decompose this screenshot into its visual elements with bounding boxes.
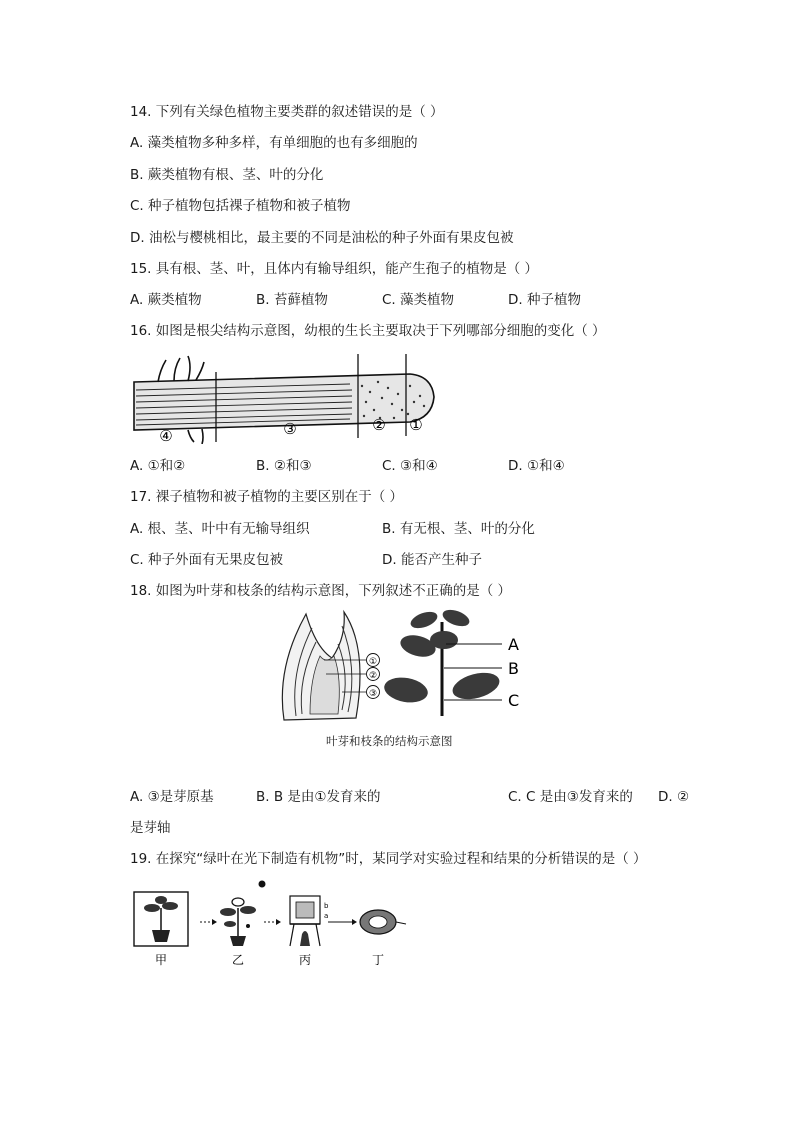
svg-text:a: a — [324, 912, 329, 920]
q18-option-b: B. B 是由①发育来的 — [256, 789, 381, 805]
step-label-jia: 甲 — [154, 953, 168, 967]
branch-figure — [384, 606, 524, 722]
q18-option-d: D. ② — [658, 789, 690, 805]
q14-option-a: A. 藻类植物多种多样，有单细胞的也有多细胞的 — [130, 135, 418, 151]
q18-option-d-continuation: 是芽轴 — [130, 820, 171, 836]
q14-option-b: B. 蕨类植物有根、茎、叶的分化 — [130, 167, 324, 183]
q18-figure-caption: 叶芽和枝条的结构示意图 — [326, 734, 453, 748]
q16-option-a: A. ①和② — [130, 458, 186, 474]
bud-label-2: ② — [368, 671, 378, 681]
svg-text:b: b — [324, 902, 329, 910]
q17-option-d: D. 能否产生种子 — [382, 552, 482, 568]
root-tip-figure — [130, 352, 440, 444]
q15-option-a: A. 蕨类植物 — [130, 292, 202, 308]
q14-stem: 14. 下列有关绿色植物主要类群的叙述错误的是（ ） — [130, 104, 444, 120]
branch-label-c: C — [508, 691, 520, 710]
q16-option-b: B. ②和③ — [256, 458, 312, 474]
q15-option-c: C. 藻类植物 — [382, 292, 455, 308]
q16-stem: 16. 如图是根尖结构示意图，幼根的生长主要取决于下列哪部分细胞的变化（ ） — [130, 323, 606, 339]
root-zone-label-3: ③ — [283, 420, 297, 438]
step-label-yi: 乙 — [231, 953, 245, 967]
bud-label-3: ③ — [368, 689, 378, 699]
q17-stem: 17. 裸子植物和被子植物的主要区别在于（ ） — [130, 489, 404, 505]
q18-option-a: A. ③是芽原基 — [130, 789, 214, 805]
step-label-bing: 丙 — [298, 953, 312, 967]
q16-option-c: C. ③和④ — [382, 458, 438, 474]
branch-label-b: B — [508, 659, 519, 678]
leaf-bud-figure — [276, 608, 386, 722]
bud-label-1: ① — [368, 657, 378, 667]
q19-stem: 19. 在探究“绿叶在光下制造有机物”时，某同学对实验过程和结果的分析错误的是（ ） — [130, 851, 647, 867]
q16-option-d: D. ①和④ — [508, 458, 565, 474]
q14-option-c: C. 种子植物包括裸子植物和被子植物 — [130, 198, 351, 214]
q17-option-b: B. 有无根、茎、叶的分化 — [382, 521, 535, 537]
q15-option-b: B. 苔藓植物 — [256, 292, 328, 308]
root-zone-label-2: ② — [372, 416, 386, 434]
root-zone-label-1: ① — [409, 416, 423, 434]
q18-stem: 18. 如图为叶芽和枝条的结构示意图，下列叙述不正确的是（ ） — [130, 583, 512, 599]
q17-option-c: C. 种子外面有无果皮包被 — [130, 552, 284, 568]
q18-option-c: C. C 是由③发育来的 — [508, 789, 633, 805]
q15-option-d: D. 种子植物 — [508, 292, 581, 308]
root-zone-label-4: ④ — [159, 427, 173, 444]
branch-label-a: A — [508, 635, 519, 654]
experiment-steps-figure — [130, 878, 420, 970]
step-label-ding: 丁 — [371, 953, 385, 967]
q14-option-d: D. 油松与樱桃相比，最主要的不同是油松的种子外面有果皮包被 — [130, 230, 514, 246]
q15-stem: 15. 具有根、茎、叶，且体内有输导组织，能产生孢子的植物是（ ） — [130, 261, 539, 277]
q17-option-a: A. 根、茎、叶中有无输导组织 — [130, 521, 310, 537]
